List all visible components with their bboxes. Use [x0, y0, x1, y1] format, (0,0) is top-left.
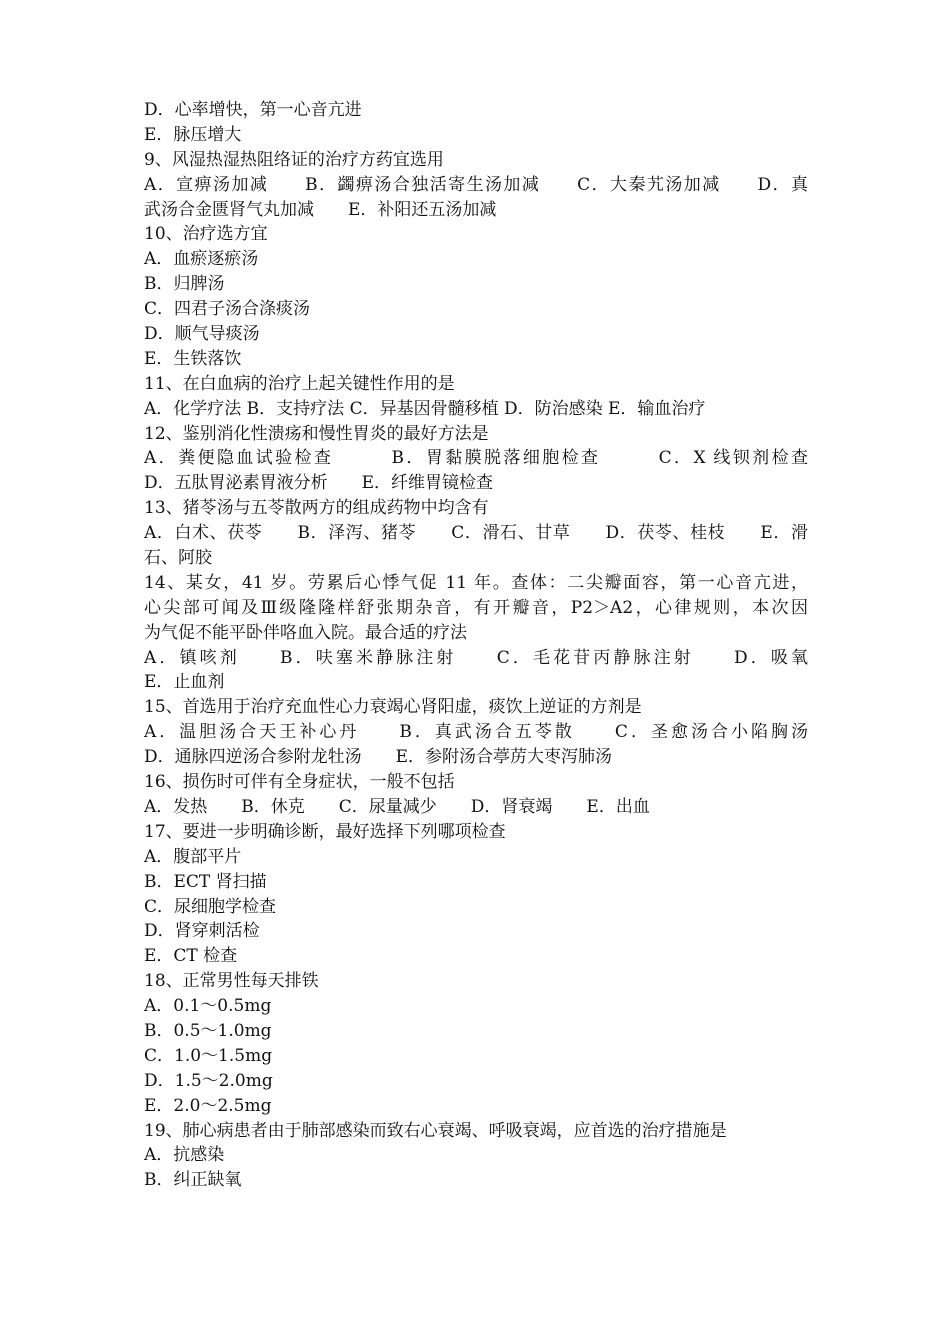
text-line: B．0.5～1.0mg: [144, 1020, 272, 1041]
text-line: D．1.5～2.0mg: [144, 1070, 273, 1091]
text-line: D．五肽胃泌素胃液分析 E．纤维胃镜检查: [144, 473, 494, 494]
text-line: D．肾穿刺活检: [144, 921, 260, 942]
text-line: E．CT 检查: [144, 946, 238, 967]
text-line: 10、治疗选方宜: [144, 224, 268, 245]
text-line: 石、阿胶: [144, 548, 212, 569]
text-line: A．抗感染: [144, 1145, 225, 1166]
text-line: 11、在白血病的治疗上起关键性作用的是: [144, 373, 455, 394]
text-line: E．止血剂: [144, 672, 225, 693]
text-line: 武汤合金匮肾气丸加减 E．补阳还五汤加减: [144, 199, 497, 220]
text-line: A．宣痹汤加减 B．蠲痹汤合独活寄生汤加减 C．大秦艽汤加减 D．真: [144, 174, 808, 195]
text-line: A．温胆汤合天王补心丹 B．真武汤合五苓散 C．圣愈汤合小陷胸汤: [144, 722, 808, 743]
text-line: A．白术、茯苓 B．泽泻、猪苓 C．滑石、甘草 D．茯苓、桂枝 E．滑: [144, 523, 808, 544]
text-line: 15、首选用于治疗充血性心力衰竭心肾阳虚，痰饮上逆证的方剂是: [144, 697, 642, 718]
text-line: A．镇咳剂 B．呋塞米静脉注射 C．毛花苷丙静脉注射 D．吸氧: [144, 647, 808, 668]
text-line: D．心率增快，第一心音亢进: [144, 100, 362, 120]
text-line: C．四君子汤合涤痰汤: [144, 299, 311, 320]
text-line: B．归脾汤: [144, 274, 225, 295]
text-line: 12、鉴别消化性溃疡和慢性胃炎的最好方法是: [144, 423, 489, 444]
text-line: D．通脉四逆汤合参附龙牡汤 E．参附汤合葶苈大枣泻肺汤: [144, 747, 613, 768]
text-line: 心尖部可闻及Ⅲ级隆隆样舒张期杂音，有开瓣音，P2＞A2，心律规则，本次因: [144, 597, 808, 618]
text-line: 13、猪苓汤与五苓散两方的组成药物中均含有: [144, 498, 489, 519]
text-line: B．ECT 肾扫描: [144, 871, 267, 892]
text-line: 9、风湿热湿热阻络证的治疗方药宜选用: [144, 149, 444, 170]
text-line: 18、正常男性每天排铁: [144, 971, 319, 992]
text-line: E．生铁落饮: [144, 348, 242, 369]
text-line: E．脉压增大: [144, 124, 242, 145]
text-line: A．腹部平片: [144, 846, 242, 867]
text-line: A．发热 B．休克 C．尿量减少 D．肾衰竭 E．出血: [144, 796, 650, 817]
text-line: A．血瘀逐瘀汤: [144, 249, 259, 270]
text-line: D．顺气导痰汤: [144, 324, 260, 345]
text-line: A．粪便隐血试验检查 B．胃黏膜脱落细胞检查 C．X 线钡剂检查: [144, 448, 808, 469]
text-line: A．化学疗法 B．支持疗法 C．异基因骨髓移植 D．防治感染 E．输血治疗: [144, 398, 706, 419]
text-line: C．尿细胞学检查: [144, 896, 277, 917]
document-body: [144, 98, 808, 1193]
text-line: B．纠正缺氧: [144, 1170, 242, 1191]
text-line: 为气促不能平卧伴咯血入院。最合适的疗法: [144, 622, 467, 643]
text-line: 14、某女，41 岁。劳累后心悸气促 11 年。查体：二尖瓣面容，第一心音亢进，: [144, 572, 808, 593]
text-line: 17、要进一步明确诊断，最好选择下列哪项检查: [144, 821, 506, 842]
text-line: C．1.0～1.5mg: [144, 1045, 273, 1066]
text-line: 19、肺心病患者由于肺部感染而致右心衰竭、呼吸衰竭，应首选的治疗措施是: [144, 1120, 727, 1141]
text-line: E．2.0～2.5mg: [144, 1095, 272, 1116]
text-line: 16、损伤时可伴有全身症状，一般不包括: [144, 772, 455, 793]
text-line: A．0.1～0.5mg: [144, 996, 272, 1017]
